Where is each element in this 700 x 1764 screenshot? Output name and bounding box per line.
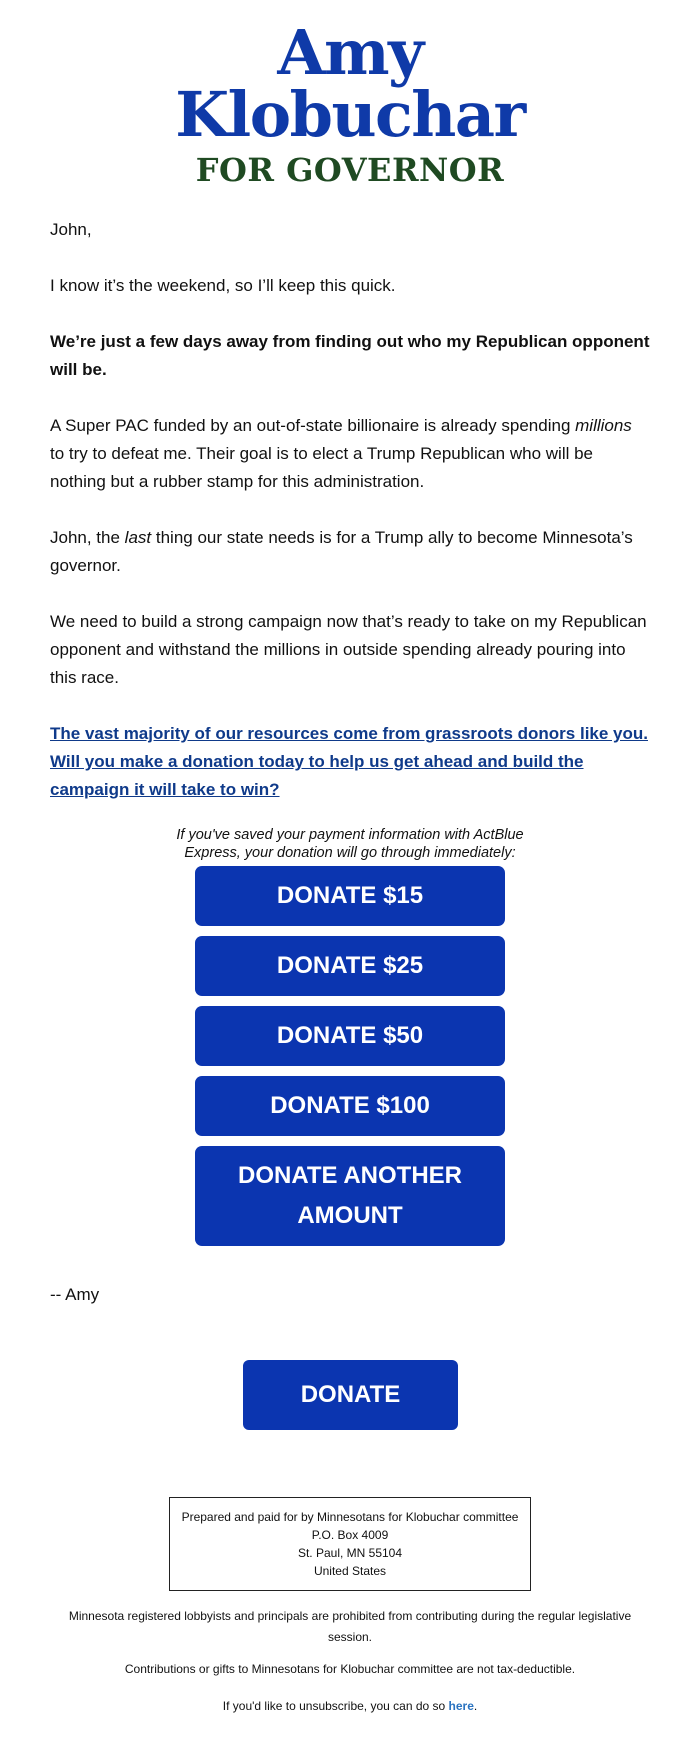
paid-for-line: Prepared and paid for by Minnesotans for Klobuchar committee xyxy=(181,1510,519,1524)
paragraph-4 xyxy=(50,524,650,580)
paragraph-4-emphasis: last xyxy=(124,528,152,547)
greeting: John, xyxy=(50,220,92,239)
donate-25-button[interactable]: DONATE $25 xyxy=(195,936,505,996)
logo-first-name: Amy xyxy=(277,16,423,89)
paragraph-5: We need to build a strong campaign now that’s ready to take on my Republican opponent and withstand the millions in outside spending already pouring into this race. xyxy=(50,612,647,687)
paragraph-3 xyxy=(50,412,650,496)
unsubscribe-period: . xyxy=(473,1699,478,1713)
paragraph-4-start: John, the xyxy=(50,528,125,547)
email-body xyxy=(50,216,650,804)
donate-100-button[interactable]: DONATE $100 xyxy=(195,1076,505,1136)
logo-for-governor: FOR GOVERNOR xyxy=(195,151,505,189)
logo-last-name: Klobuchar xyxy=(175,78,525,151)
actblue-note xyxy=(0,826,700,862)
donate-50-button[interactable]: DONATE $50 xyxy=(195,1006,505,1066)
paragraph-2-bold: We’re just a few days away from finding out who my Republican opponent will be. xyxy=(50,332,650,379)
actblue-note-line-1: If you've saved your payment information with ActBlue xyxy=(176,827,524,843)
unsubscribe-link[interactable]: here xyxy=(448,1699,474,1713)
paid-for-disclaimer xyxy=(169,1497,531,1591)
donate-other-amount-button[interactable]: DONATE ANOTHER AMOUNT xyxy=(195,1146,505,1246)
actblue-note-line-2: Express, your donation will go through immediately: xyxy=(184,845,516,861)
paragraph-1: I know it’s the weekend, so I’ll keep this quick. xyxy=(50,276,396,295)
unsubscribe-line xyxy=(60,1696,640,1717)
country-line: United States xyxy=(313,1564,387,1578)
donate-button[interactable]: DONATE xyxy=(243,1360,458,1430)
tax-notice: Contributions or gifts to Minnesotans for Klobuchar committee are not tax-deductible. xyxy=(124,1662,576,1676)
campaign-logo xyxy=(0,16,700,190)
paragraph-3-emphasis: millions xyxy=(575,416,632,435)
paragraph-3-end: to try to defeat me. Their goal is to elect a Trump Republican who will be nothing but a rubber stamp for this administration. xyxy=(50,444,594,491)
signoff: -- Amy xyxy=(50,1285,100,1304)
city-line: St. Paul, MN 55104 xyxy=(297,1546,403,1560)
po-box-line: P.O. Box 4009 xyxy=(311,1528,389,1542)
lobbyist-notice: Minnesota registered lobbyists and principals are prohibited from contributing during the regular legislative session. xyxy=(68,1609,632,1644)
paragraph-4-end: thing our state needs is for a Trump ally to become Minnesota’s governor. xyxy=(50,528,633,575)
unsubscribe-text: If you'd like to unsubscribe, you can do so xyxy=(222,1699,449,1713)
paragraph-3-start: A Super PAC funded by an out-of-state billionaire is already spending xyxy=(50,416,576,435)
donate-15-button[interactable]: DONATE $15 xyxy=(195,866,505,926)
donation-cta-link[interactable]: The vast majority of our resources come from grassroots donors like you. Will you make a donation today to help us get ahead and build the campaign it will take to win? xyxy=(50,724,648,799)
